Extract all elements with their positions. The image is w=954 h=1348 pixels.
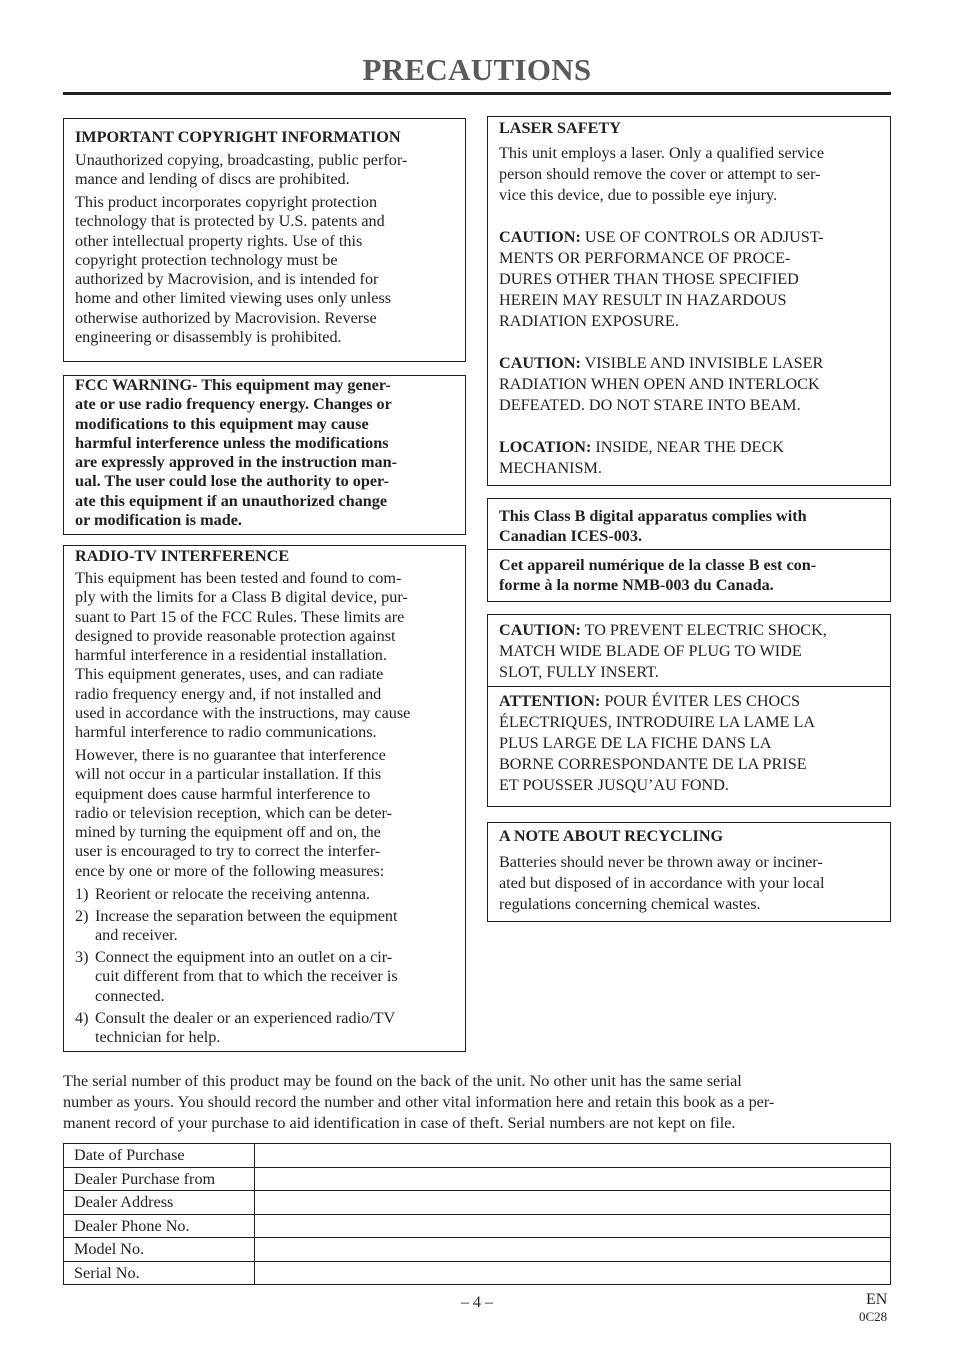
text-line: FCC WARNING- This equipment may gener-	[75, 376, 391, 394]
text-line: equipment does cause harmful interference to	[75, 784, 371, 803]
text-line: This Class B digital apparatus complies with	[499, 507, 807, 525]
row-label: Dealer Purchase from	[64, 1167, 255, 1191]
text-line: mance and lending of discs are prohibited.	[75, 170, 350, 189]
page-title: PRECAUTIONS	[362, 52, 592, 87]
row-label: Dealer Address	[64, 1191, 255, 1215]
table-row	[64, 1238, 891, 1262]
text-line: Canadian ICES-003.	[499, 527, 643, 545]
table-row	[64, 1191, 891, 1215]
text-line: POUR ÉVITER LES CHOCS	[600, 692, 801, 710]
copyright-para-2	[75, 193, 391, 347]
recycling-heading: A NOTE ABOUT RECYCLING	[499, 827, 724, 845]
text-line: user is encouraged to try to correct the interfer-	[75, 842, 381, 861]
row-label: Date of Purchase	[64, 1144, 255, 1168]
text-line: The serial number of this product may be found on the back of the unit. No other unit has the same serial	[63, 1072, 742, 1090]
shock-caution	[499, 620, 827, 683]
text-line: DEFEATED. DO NOT STARE INTO BEAM.	[499, 396, 801, 414]
text-line: Reorient or relocate the receiving antenna.	[95, 885, 371, 903]
text-line: RADIATION EXPOSURE.	[499, 312, 679, 330]
laser-location	[499, 437, 784, 479]
text-line: ply with the limits for a Class B digital device, pur-	[75, 588, 408, 607]
attention-label: ATTENTION:	[499, 692, 601, 710]
row-label: Model No.	[64, 1238, 255, 1262]
serial-note	[63, 1071, 774, 1134]
text-line: otherwise authorized by Macrovision. Reverse	[75, 308, 377, 327]
text-line: Increase the separation between the equipment	[95, 907, 398, 925]
radio-tv-heading: RADIO-TV INTERFERENCE	[75, 547, 290, 565]
text-line: technology that is protected by U.S. patents and	[75, 212, 385, 231]
text-line: This equipment generates, uses, and can radiate	[75, 665, 384, 684]
text-line: SLOT, FULLY INSERT.	[499, 663, 659, 681]
table-row	[64, 1214, 891, 1238]
text-line: harmful interference in a residential installation.	[75, 646, 387, 665]
language-code: EN	[866, 1291, 888, 1308]
document-code: 0C28	[859, 1309, 888, 1324]
text-line: ET POUSSER JUSQU’AU FOND.	[499, 776, 729, 794]
list-number: 4)	[75, 1009, 89, 1027]
text-line: manent record of your purchase to aid identification in case of theft. Serial numbers are not kept on file.	[63, 1114, 736, 1132]
text-line: Batteries should never be thrown away or inciner-	[499, 853, 823, 871]
text-line: MECHANISM.	[499, 459, 602, 477]
text-line: harmful interference unless the modifications	[75, 433, 389, 452]
shock-divider	[487, 686, 891, 687]
caution-label: CAUTION:	[499, 228, 581, 246]
text-line: Consult the dealer or an experienced radio/TV	[95, 1009, 396, 1027]
text-line: Cet appareil numérique de la classe B est con-	[499, 556, 817, 574]
text-line: However, there is no guarantee that interference	[75, 746, 386, 764]
text-line: other intellectual property rights. Use of this	[75, 231, 363, 250]
text-line: This unit employs a laser. Only a qualified service	[499, 144, 825, 162]
text-line: and receiver.	[95, 926, 178, 945]
text-line: copyright protection technology must be	[75, 250, 338, 269]
class-b-divider	[487, 549, 891, 550]
record-field[interactable]	[255, 1191, 891, 1215]
text-line: MATCH WIDE BLADE OF PLUG TO WIDE	[499, 642, 802, 660]
caution-label: CAUTION:	[499, 621, 581, 639]
text-line: are expressly approved in the instruction man-	[75, 453, 397, 472]
list-item	[75, 907, 455, 947]
text-line: TO PREVENT ELECTRIC SHOCK,	[580, 621, 827, 639]
text-line: This equipment has been tested and found to com-	[75, 569, 402, 587]
row-label: Dealer Phone No.	[64, 1214, 255, 1238]
text-line: ence by one or more of the following measures:	[75, 861, 385, 880]
text-line: suant to Part 15 of the FCC Rules. These limits are	[75, 607, 405, 626]
text-line: ated but disposed of in accordance with your local	[499, 874, 825, 892]
caution-label: CAUTION:	[499, 354, 581, 372]
record-field[interactable]	[255, 1214, 891, 1238]
list-number: 3)	[75, 948, 89, 966]
class-b-english	[499, 506, 807, 546]
record-field[interactable]	[255, 1167, 891, 1191]
text-line: forme à la norme NMB-003 du Canada.	[499, 576, 774, 594]
record-field[interactable]	[255, 1261, 891, 1285]
text-line: cuit different from that to which the receiver is	[95, 967, 398, 986]
text-line: ate or use radio frequency energy. Changes or	[75, 395, 392, 414]
text-line: ÉLECTRIQUES, INTRODUIRE LA LAME LA	[499, 713, 816, 731]
text-line: DURES OTHER THAN THOSE SPECIFIED	[499, 270, 799, 288]
copyright-heading: IMPORTANT COPYRIGHT INFORMATION	[75, 128, 401, 146]
text-line: vice this device, due to possible eye injury.	[499, 186, 778, 204]
radio-tv-para-1	[75, 569, 410, 743]
text-line: home and other limited viewing uses only unless	[75, 289, 392, 308]
fcc-warning-text	[75, 376, 397, 530]
laser-heading: LASER SAFETY	[499, 119, 621, 137]
text-line: modifications to this equipment may cause	[75, 414, 369, 433]
record-field[interactable]	[255, 1144, 891, 1168]
text-line: HEREIN MAY RESULT IN HAZARDOUS	[499, 291, 787, 309]
text-line: This product incorporates copyright protection	[75, 193, 378, 211]
text-line: harmful interference to radio communications.	[75, 723, 377, 742]
text-line: authorized by Macrovision, and is intended for	[75, 270, 379, 289]
copyright-para-1	[75, 151, 407, 190]
laser-caution-1	[499, 227, 824, 332]
text-line: VISIBLE AND INVISIBLE LASER	[580, 354, 824, 372]
list-item	[75, 948, 455, 1008]
text-line: person should remove the cover or attempt to ser-	[499, 165, 821, 183]
text-line: regulations concerning chemical wastes.	[499, 895, 761, 913]
text-line: designed to provide reasonable protection against	[75, 626, 396, 645]
text-line: Unauthorized copying, broadcasting, public perfor-	[75, 151, 408, 169]
page-number: – 4 –	[461, 1294, 493, 1311]
text-line: radio frequency energy and, if not installed and	[75, 684, 382, 703]
table-row	[64, 1261, 891, 1285]
text-line: MENTS OR PERFORMANCE OF PROCE-	[499, 249, 791, 267]
table-row	[64, 1167, 891, 1191]
title-rule	[63, 92, 891, 95]
location-label: LOCATION:	[499, 438, 592, 456]
text-line: used in accordance with the instructions, may cause	[75, 704, 411, 723]
list-item	[75, 1009, 455, 1049]
shock-attention	[499, 691, 815, 796]
text-line: mined by turning the equipment off and on, the	[75, 823, 381, 842]
text-line: engineering or disassembly is prohibited.	[75, 328, 342, 347]
laser-caution-2	[499, 353, 823, 416]
list-number: 2)	[75, 907, 89, 925]
text-line: ual. The user could lose the authority to oper-	[75, 472, 390, 491]
text-line: or modification is made.	[75, 511, 242, 530]
row-label: Serial No.	[64, 1261, 255, 1285]
table-row	[64, 1144, 891, 1168]
class-b-french	[499, 555, 816, 595]
list-item	[75, 885, 455, 905]
text-line: ate this equipment if an unauthorized change	[75, 491, 388, 510]
record-field[interactable]	[255, 1238, 891, 1262]
laser-para	[499, 143, 824, 206]
radio-tv-para-2	[75, 746, 392, 881]
text-line: BORNE CORRESPONDANTE DE LA PRISE	[499, 755, 807, 773]
text-line: will not occur in a particular installation. If this	[75, 765, 382, 784]
list-number: 1)	[75, 885, 89, 903]
text-line: INSIDE, NEAR THE DECK	[591, 438, 784, 456]
text-line: radio or television reception, which can be deter-	[75, 803, 392, 822]
purchase-record-table	[63, 1143, 891, 1285]
text-line: RADIATION WHEN OPEN AND INTERLOCK	[499, 375, 820, 393]
recycling-para	[499, 852, 824, 915]
text-line: technician for help.	[95, 1028, 221, 1047]
text-line: PLUS LARGE DE LA FICHE DANS LA	[499, 734, 772, 752]
text-line: number as yours. You should record the number and other vital information here and retain this book as a per-	[63, 1093, 775, 1111]
text-line: connected.	[95, 986, 165, 1005]
text-line: Connect the equipment into an outlet on a cir-	[95, 948, 393, 966]
text-line: USE OF CONTROLS OR ADJUST-	[580, 228, 824, 246]
